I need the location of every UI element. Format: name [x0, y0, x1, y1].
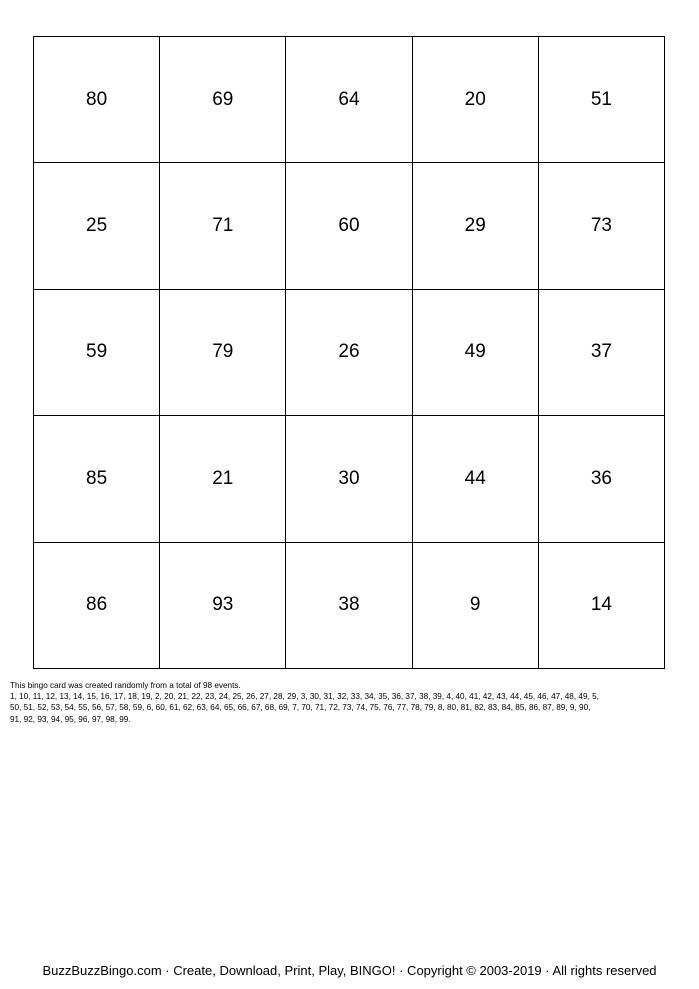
bingo-cell: 38: [286, 543, 412, 669]
bingo-cell: 37: [539, 290, 665, 416]
bingo-cell: 20: [413, 37, 539, 163]
event-list-line: 91, 92, 93, 94, 95, 96, 97, 98, 99.: [10, 714, 131, 724]
bingo-cell: 30: [286, 416, 412, 542]
bingo-cell: 60: [286, 163, 412, 289]
event-info: [10, 680, 690, 725]
bingo-cell: 29: [413, 163, 539, 289]
bingo-cell: 69: [160, 37, 286, 163]
event-list-line: 50, 51, 52, 53, 54, 55, 56, 57, 58, 59, 6, 60, 61, 62, 63, 64, 65, 66, 67, 68, 69, 7, 70, 71, 72, 73, 74, 75, 76, 77, 78, 79, 8, 80, 81, 82, 83, 84, 85, 86, 87, 89, 9, 90,: [10, 703, 591, 713]
bingo-cell: 85: [34, 416, 160, 542]
bingo-cell: 49: [413, 290, 539, 416]
event-list-line: 1, 10, 11, 12, 13, 14, 15, 16, 17, 18, 19, 2, 20, 21, 22, 23, 24, 25, 26, 27, 28, 29, 3, 30, 31, 32, 33, 34, 35, 36, 37, 38, 39, 4, 40, 41, 42, 43, 44, 45, 46, 47, 48, 49, 5,: [10, 692, 599, 702]
bingo-cell: 79: [160, 290, 286, 416]
bingo-cell: 86: [34, 543, 160, 669]
bingo-cell: 26: [286, 290, 412, 416]
footer-copyright: BuzzBuzzBingo.com · Create, Download, Print, Play, BINGO! · Copyright © 2003-2019 · All rights reserved: [42, 963, 657, 978]
bingo-cell: 73: [539, 163, 665, 289]
bingo-cell: 51: [539, 37, 665, 163]
bingo-cell: 14: [539, 543, 665, 669]
bingo-cell: 59: [34, 290, 160, 416]
bingo-card: [33, 36, 665, 669]
bingo-cell: 25: [34, 163, 160, 289]
bingo-cell: 9: [413, 543, 539, 669]
bingo-cell: 64: [286, 37, 412, 163]
bingo-cell: 71: [160, 163, 286, 289]
bingo-cell: 21: [160, 416, 286, 542]
bingo-cell: 36: [539, 416, 665, 542]
bingo-cell: 80: [34, 37, 160, 163]
event-info-intro: This bingo card was created randomly from a total of 98 events.: [10, 681, 241, 690]
bingo-cell: 44: [413, 416, 539, 542]
bingo-cell: 93: [160, 543, 286, 669]
